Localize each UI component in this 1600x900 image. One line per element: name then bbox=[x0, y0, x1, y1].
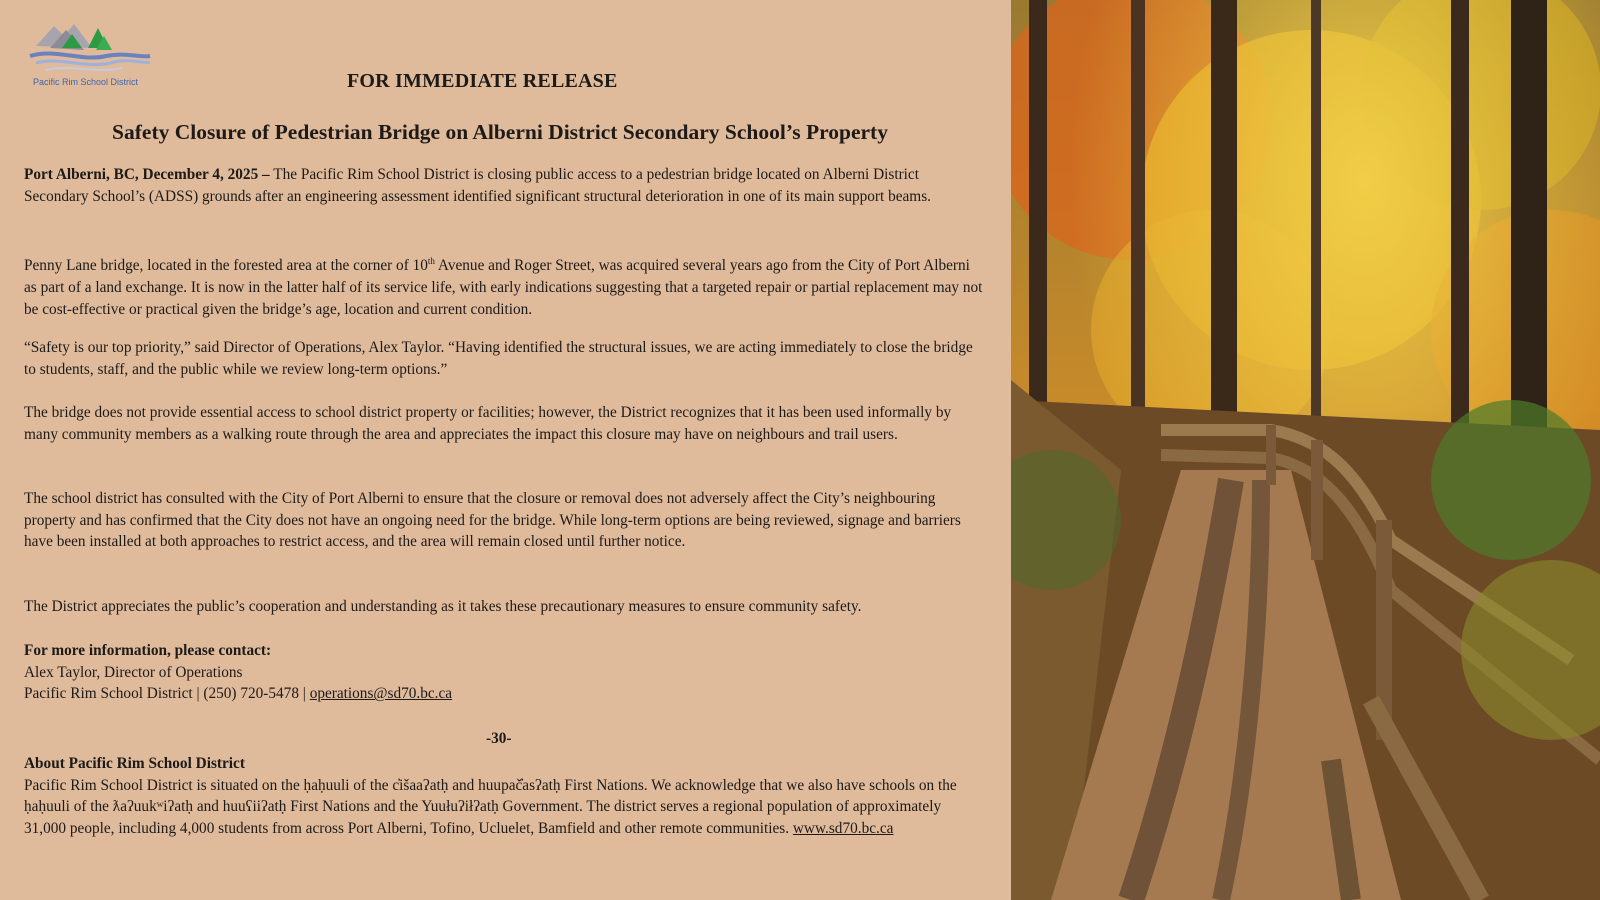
paragraph-1-body: The Pacific Rim School District is closing public access to a pedestrian bridge located on Alberni District Secondary School’s (ADSS) grounds after an engineering assessment identified significant structural deterioration in one of its main support beams. bbox=[24, 166, 931, 205]
district-logo bbox=[26, 16, 156, 90]
logo-text: Pacific Rim School District bbox=[33, 77, 139, 87]
contact-block bbox=[24, 640, 984, 705]
paragraph-5: The school district has consulted with the City of Port Alberni to ensure that the closure or removal does not adversely affect the City’s neighbouring property and has confirmed that the City does not have an ongoing need for the bridge. While long-term options are being reviewed, signage and barriers have been installed at both approaches to restrict access, and the area will remain closed until further notice. bbox=[24, 490, 961, 551]
paragraph-2 bbox=[24, 251, 984, 320]
about-block bbox=[24, 753, 984, 840]
contact-name: Alex Taylor, Director of Operations bbox=[24, 663, 243, 681]
website-link[interactable]: www.sd70.bc.ca bbox=[792, 820, 894, 838]
contact-heading: For more information, please contact: bbox=[24, 642, 272, 659]
forest-trail-photo bbox=[1011, 0, 1600, 900]
paragraph-2-rest: Avenue and Roger Street, was acquired several years ago from the City of Port Alberni as part of a land exchange. It is now in the latter half of its service life, with early indications suggesting that a targeted repair or partial replacement may not be cost-effective or practical given the bridge’s age, location and current condition. bbox=[24, 257, 983, 318]
email-link[interactable]: operations@sd70.bc.ca bbox=[309, 685, 453, 703]
about-body: Pacific Rim School District is situated on the ḥaḥuuli of the c̓išaaʔatḥ and huupač̓asʔatḥ First Nations. We acknowledge that we also have schools on the ḥaḥuuli of the ƛaʔuukʷiʔatḥ and huuʕiiʔatḥ First Nations and the Yuułuʔiłʔatḥ Government. The district serves a regional population of approximately 31,000 people, including 4,000 students from across Port Alberni, Tofino, Ucluelet, Bamfield and other remote communities. bbox=[24, 776, 957, 838]
contact-org-phone: Pacific Rim School District | (250) 720-5478 | bbox=[24, 685, 310, 703]
release-label: FOR IMMEDIATE RELEASE bbox=[347, 70, 618, 92]
mountain-logo-icon bbox=[26, 16, 156, 78]
paragraph-6: The District appreciates the public’s cooperation and understanding as it takes these precautionary measures to ensure community safety. bbox=[24, 598, 862, 615]
paragraph-2-start: Penny Lane bridge, located in the forested area at the corner of 10 bbox=[24, 257, 428, 275]
paragraph-3: “Safety is our top priority,” said Director of Operations, Alex Taylor. “Having identified the structural issues, we are acting immediately to close the bridge to students, staff, and the public while we review long-term options.” bbox=[24, 339, 973, 378]
paragraph-4: The bridge does not provide essential access to school district property or facilities; however, the District recognizes that it has been used informally by many community members as a walking route through the area and appreciates the impact this closure may have on neighbours and trail users. bbox=[24, 404, 952, 443]
contact-org-line bbox=[24, 683, 984, 705]
dateline: Port Alberni, BC, December 4, 2025 – bbox=[24, 166, 270, 183]
superscript-th: th bbox=[427, 256, 435, 266]
about-heading: About Pacific Rim School District bbox=[24, 755, 245, 772]
paragraph-1 bbox=[24, 164, 984, 207]
forest-trail-image-icon bbox=[1011, 0, 1600, 900]
end-marker: -30- bbox=[486, 730, 512, 747]
page-title: Safety Closure of Pedestrian Bridge on Alberni District Secondary School’s Property bbox=[112, 120, 888, 144]
